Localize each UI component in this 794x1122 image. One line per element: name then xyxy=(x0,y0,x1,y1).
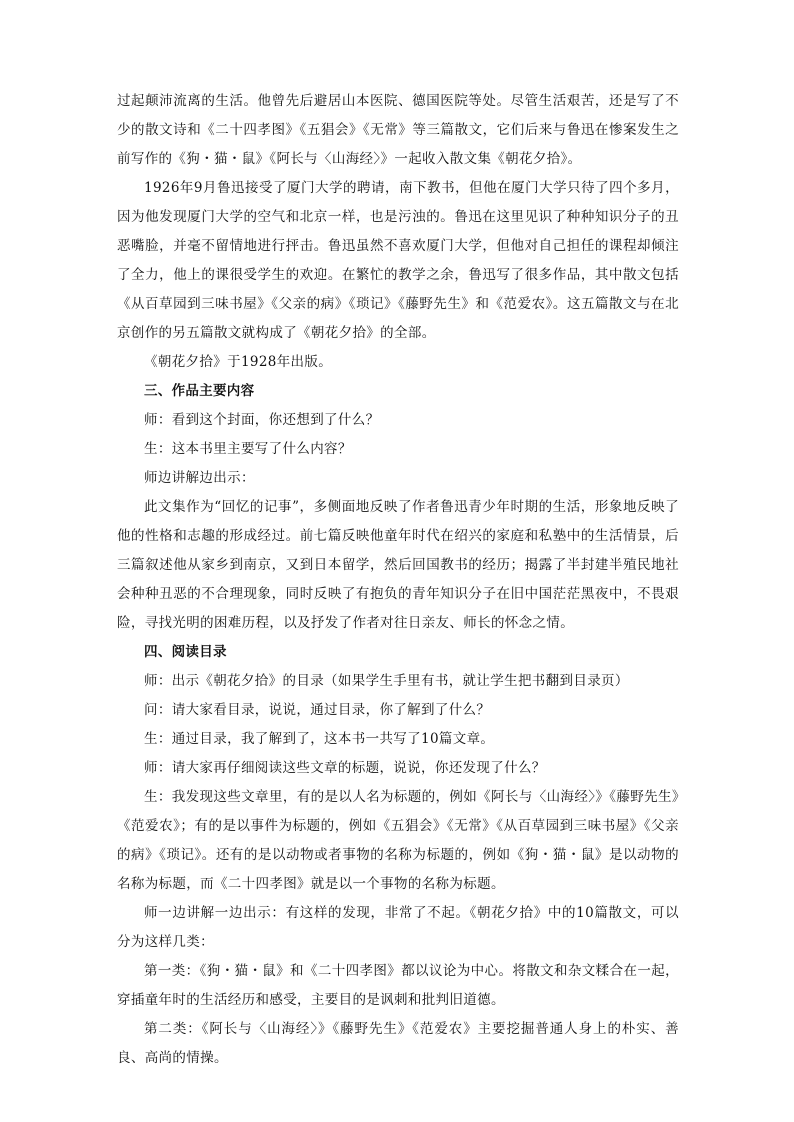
paragraph-teacher-categories: 师一边讲解一边出示：有这样的发现，非常了不起。《朝花夕拾》中的10篇散文，可以分为这样几类： xyxy=(117,905,679,950)
paragraph-teacher-shows: 师边讲解边出示： xyxy=(144,470,255,486)
paragraph-ask-toc: 问：请大家看目录，说说，通过目录，你了解到了什么？ xyxy=(144,702,491,718)
paragraph-teacher-question: 师：看到这个封面，你还想到了什么？ xyxy=(144,412,380,428)
paragraph-xiamen-university: 1926年9月鲁迅接受了厦门大学的聘请，南下教书，但他在厦门大学只待了四个多月，因为他发现厦门大学的空气和北京一样，也是污浊的。鲁迅在这里见识了种种知识分子的丑恶嘴脸，并毫不留情地进行抨击。鲁迅虽然不喜欢厦门大学，但他对自己担任的课程却倾注了全力，他上的课很受学生的欢迎。在繁忙的教学之余，鲁迅写了很多作品，其中散文包括《从百草园到三味书屋》《父亲的病》《琐记》《藤野先生》和《范爱农》。这五篇散文与在北京创作的另五篇散文就构成了《朝花夕拾》的全部。 xyxy=(117,180,679,341)
paragraph-continuation: 过起颠沛流离的生活。他曾先后避居山本医院、德国医院等处。尽管生活艰苦，还是写了不少的散文诗和《二十四孝图》《五猖会》《无常》等三篇散文，它们后来与鲁迅在惨案发生之前写作的《狗・猫・鼠》《阿长与〈山海经〉》一起收入散文集《朝花夕拾》。 xyxy=(117,93,679,167)
paragraph-show-toc: 师：出示《朝花夕拾》的目录（如果学生手里有书，就让学生把书翻到目录页） xyxy=(144,673,629,689)
document-page xyxy=(117,87,679,1073)
section-heading-main-content: 三、作品主要内容 xyxy=(144,383,255,399)
paragraph-ask-titles: 师：请大家再仔细阅读这些文章的标题，说说，你还发现了什么？ xyxy=(144,760,546,776)
paragraph-publication: 《朝花夕拾》于1928年出版。 xyxy=(144,354,333,370)
paragraph-category-two: 第二类：《阿长与〈山海经〉》《藤野先生》《范爱农》主要挖掘普通人身上的朴实、善良、高尚的情操。 xyxy=(117,1021,679,1066)
paragraph-student-question: 生：这本书里主要写了什么内容？ xyxy=(144,441,352,457)
paragraph-answer-ten-articles: 生：通过目录，我了解到了，这本书一共写了10篇文章。 xyxy=(144,731,495,747)
paragraph-answer-titles: 生：我发现这些文章里，有的是以人名为标题的，例如《阿长与〈山海经〉》《藤野先生》《范爱农》；有的是以事件为标题的，例如《五猖会》《无常》《从百草园到三味书屋》《父亲的病》《琐记》。还有的是以动物或者事物的名称为标题的，例如《狗・猫・鼠》是以动物的名称为标题，而《二十四孝图》就是以一个事物的名称为标题。 xyxy=(117,789,679,892)
paragraph-category-one: 第一类：《狗・猫・鼠》和《二十四孝图》都以议论为中心。将散文和杂文糅合在一起，穿插童年时的生活经历和感受，主要目的是讽刺和批判旧道德。 xyxy=(117,963,679,1008)
paragraph-collection-summary: 此文集作为“回忆的记事”，多侧面地反映了作者鲁迅青少年时期的生活，形象地反映了他的性格和志趣的形成经过。前七篇反映他童年时代在绍兴的家庭和私塾中的生活情景，后三篇叙述他从家乡到南京，又到日本留学，然后回国教书的经历；揭露了半封建半殖民地社会种种丑恶的不合理现象，同时反映了有抱负的青年知识分子在旧中国茫茫黑夜中，不畏艰险，寻找光明的困难历程，以及抒发了作者对往日亲友、师长的怀念之情。 xyxy=(117,499,679,631)
section-heading-read-toc: 四、阅读目录 xyxy=(144,644,227,660)
